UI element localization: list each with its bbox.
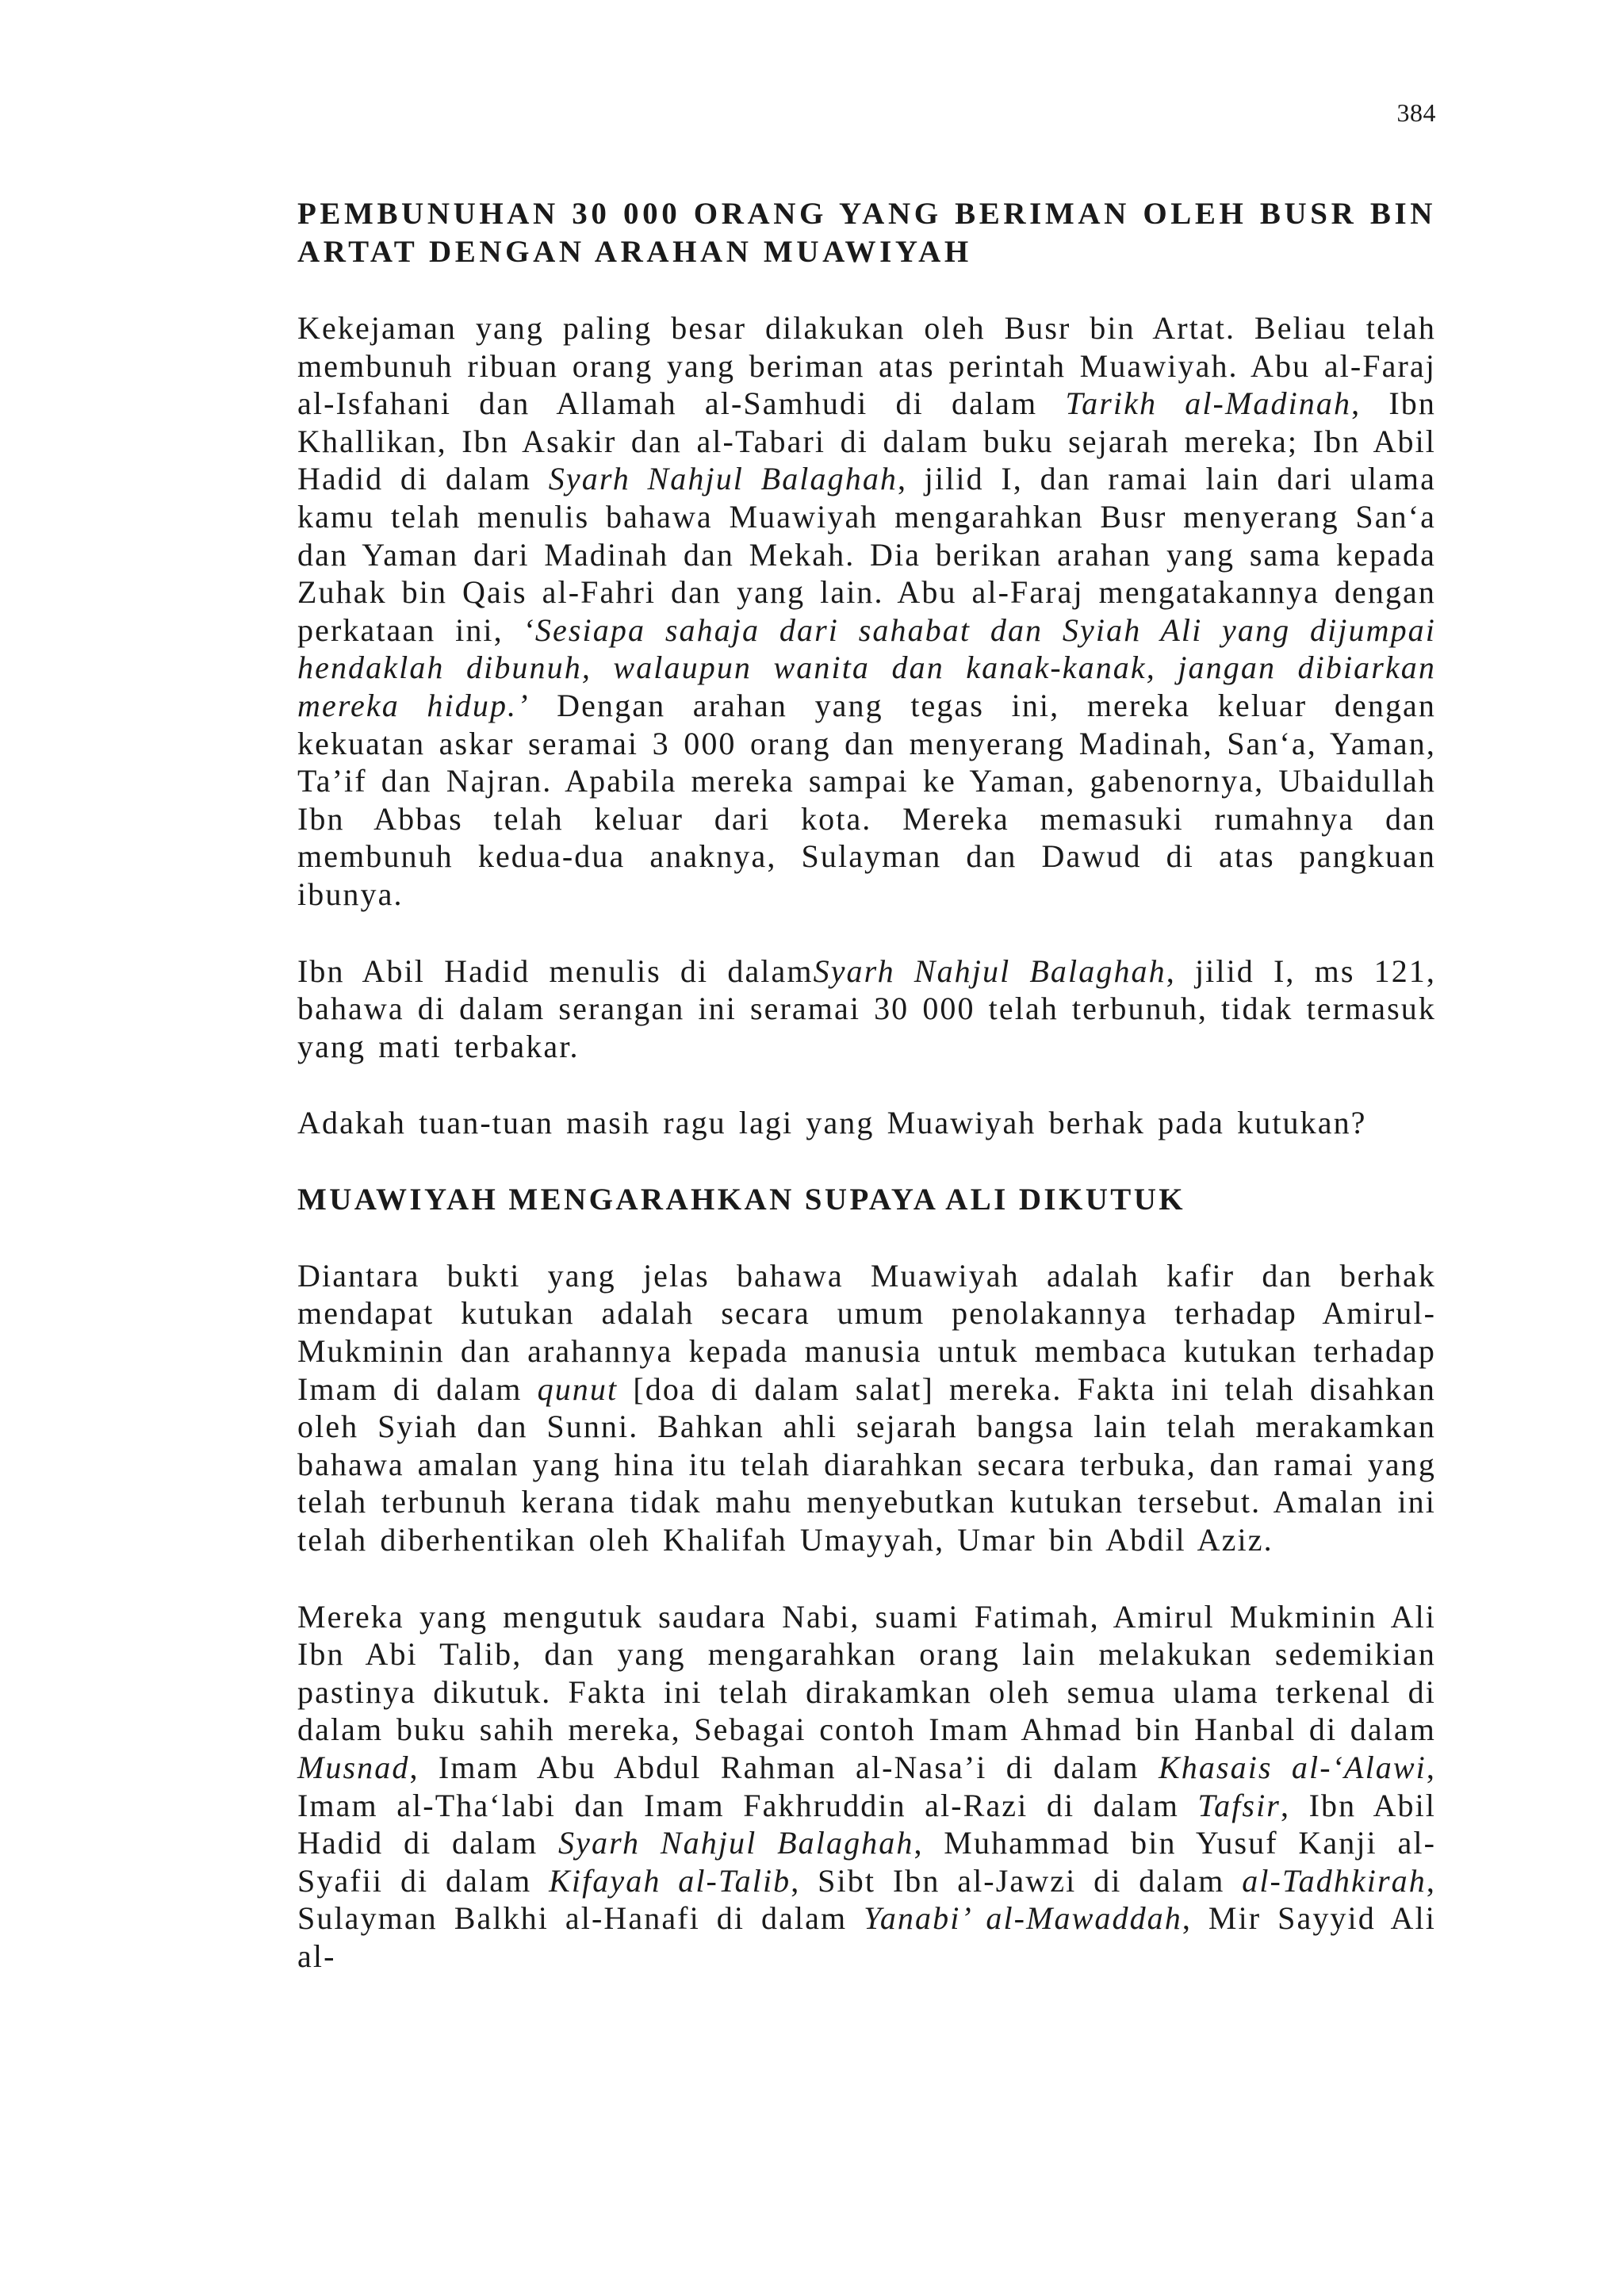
text-run: , Mir Sayyid Ali al- [297,1900,1436,1974]
book-title: Kifayah al-Talib [549,1862,791,1899]
text-run: , jilid I, ms 121, bahawa di dalam serangan ini seramai 30 000 telah terbunuh, tidak termasuk yang mati terbakar. [297,953,1436,1064]
book-title: Yanabi’ al-Mawaddah [864,1900,1182,1937]
text-run: Ibn Abil Hadid menulis di dalam [297,953,814,989]
text-run: , jilid I, dan ramai lain dari ulama kamu telah menulis bahawa Muawiyah mengarahkan Busr menyerang San‘a dan Yaman dari Madinah dan Mekah. Dia berikan arahan yang sama kepada Zuhak bin Qais al-Fahri dan yang lain. Abu al-Faraj mengatakannya dengan perkataan ini, [297,461,1436,648]
term: qunut [537,1370,619,1407]
text-run: Dengan arahan yang tegas ini, mereka keluar dengan kekuatan askar seramai 3 000 orang dan menyerang Madinah, San‘a, Yaman, Ta’if dan Najran. Apabila mereka sampai ke Yaman, gabenornya, Ubaidullah Ibn Abbas telah keluar dari kota. Mereka memasuki rumahnya dan membunuh kedua-dua anaknya, Sulayman dan Dawud di atas pangkuan ibunya. [297,687,1436,912]
text-run: , Sulayman Balkhi al-Hanafi di dalam [297,1862,1436,1937]
paragraph-scholars [297,1598,1436,1976]
quotation: ‘Sesiapa sahaja dari sahabat dan Syiah Ali yang dijumpai hendaklah dibunuh, walaupun wanita dan kanak-kanak, jangan dibiarkan mereka hidup.’ [297,611,1436,723]
book-title: Syarh Nahjul Balaghah [813,953,1166,989]
page-content [297,195,1436,1976]
book-title: Musnad [297,1750,410,1785]
book-title: Syarh Nahjul Balaghah [558,1825,914,1861]
book-title: Khasais al-‘Alawi [1158,1750,1427,1785]
book-title: Syarh Nahjul Balaghah [548,461,898,497]
paragraph-busr-bin-artat [297,309,1436,914]
text-run: , Muhammad bin Yusuf Kanji al-Syafii di dalam [297,1825,1436,1899]
section-heading-massacre: PEMBUNUHAN 30 000 ORANG YANG BERIMAN OLEH BUSR BIN ARTAT DENGAN ARAHAN MUAWIYAH [297,197,1436,269]
paragraph-qunut [297,1257,1436,1559]
book-title: Tarikh al-Madinah [1065,385,1352,422]
text-run: , Imam Abu Abdul Rahman al-Nasa’i di dalam [409,1750,1159,1785]
book-title: Tafsir [1197,1787,1281,1823]
text-run: Kekejaman yang paling besar dilakukan oleh Busr bin Artat. Beliau telah membunuh ribuan orang yang beriman atas perintah Muawiyah. Abu al-Faraj al-Isfahani dan Allamah al-Samhudi di dalam [297,310,1436,422]
text-run: , Imam al-Tha‘labi dan Imam Fakhruddin al-Razi di dalam [297,1750,1436,1823]
text-run: , Ibn Khallikan, Ibn Asakir dan al-Tabari di dalam buku sejarah mereka; Ibn Abil Hadid di dalam [297,385,1436,497]
paragraph-ibn-abil-hadid [297,953,1436,1066]
text-run: Mereka yang mengutuk saudara Nabi, suami Fatimah, Amirul Mukminin Ali Ibn Abi Talib, dan yang mengarahkan orang lain melakukan sedemikian pastinya dikutuk. Fakta ini telah dirakamkan oleh semua ulama terkenal di dalam buku sahih mereka, Sebagai contoh Imam Ahmad bin Hanbal di dalam [297,1598,1436,1748]
text-run: Diantara bukti yang jelas bahawa Muawiyah adalah kafir dan berhak mendapat kutukan adalah secara umum penolakannya terhadap Amirul-Mukminin dan arahannya kepada manusia untuk membaca kutukan terhadap Imam di dalam [297,1257,1436,1407]
section-heading-cursing-ali: MUAWIYAH MENGARAHKAN SUPAYA ALI DIKUTUK [297,1182,1186,1217]
paragraph-question: Adakah tuan-tuan masih ragu lagi yang Muawiyah berhak pada kutukan? [297,1105,1367,1141]
book-title: al-Tadhkirah [1242,1862,1427,1899]
text-run: [doa di dalam salat] mereka. Fakta ini telah disahkan oleh Syiah dan Sunni. Bahkan ahli sejarah bangsa lain telah merakamkan bahawa amalan yang hina itu telah diarahkan secara terbuka, dan ramai yang telah terbunuh kerana tidak mahu menyebutkan kutukan tersebut. Amalan ini telah diberhentikan oleh Khalifah Umayyah, Umar bin Abdil Aziz. [297,1370,1436,1558]
text-run: , Sibt Ibn al-Jawzi di dalam [791,1862,1243,1899]
page-number: 384 [1396,98,1436,127]
text-run: , Ibn Abil Hadid di dalam [297,1787,1436,1861]
